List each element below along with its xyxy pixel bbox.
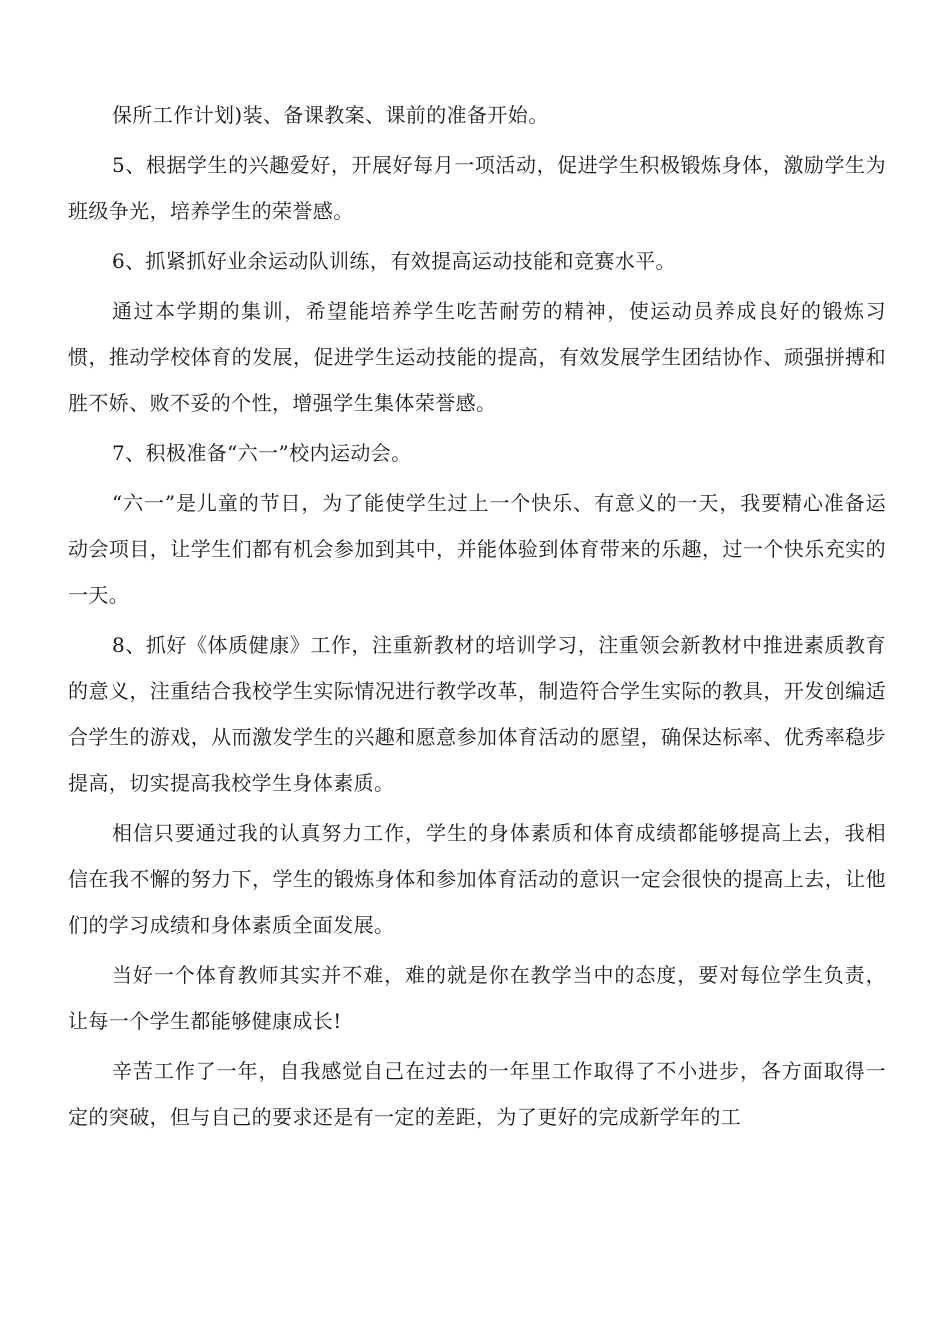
paragraph-10: 辛苦工作了一年，自我感觉自己在过去的一年里工作取得了不小进步，各方面取得一定的突破，但与自己的要求还是有一定的差距，为了更好的完成新学年的工 <box>68 1059 886 1129</box>
paragraph-1: 保所工作计划)装、备课教案、课前的准备开始。 <box>112 103 549 127</box>
paragraph-9: 当好一个体育教师其实并不难，难的就是你在教学当中的态度，要对每位学生负责，让每一个学生都能够健康成长! <box>68 963 886 1033</box>
body-text <box>68 92 886 1140</box>
paragraph-2: 5、根据学生的兴趣爱好，开展好每月一项活动，促进学生积极锻炼身体，激励学生为班级争光，培养学生的荣誉感。 <box>68 153 886 223</box>
paragraph-8: 相信只要通过我的认真努力工作，学生的身体素质和体育成绩都能够提高上去，我相信在我不懈的努力下，学生的锻炼身体和参加体育活动的意识一定会很快的提高上去，让他们的学习成绩和身体素质全面发展。 <box>68 821 886 937</box>
paragraph-6: “六一”是儿童的节日，为了能使学生过上一个快乐、有意义的一天，我要精心准备运动会项目，让学生们都有机会参加到其中，并能体验到体育带来的乐趣，过一个快乐充实的一天。 <box>68 491 886 607</box>
paragraph-4: 通过本学期的集训，希望能培养学生吃苦耐劳的精神，使运动员养成良好的锻炼习惯，推动学校体育的发展，促进学生运动技能的提高，有效发展学生团结协作、顽强拼搏和胜不娇、败不妥的个性，增强学生集体荣誉感。 <box>68 299 886 415</box>
paragraph-5: 7、积极准备“六一”校内运动会。 <box>112 441 412 465</box>
paragraph-3: 6、抓紧抓好业余运动队训练，有效提高运动技能和竞赛水平。 <box>112 249 676 273</box>
paragraph-7: 8、抓好《体质健康》工作，注重新教材的培训学习，注重领会新教材中推进素质教育的意义，注重结合我校学生实际情况进行教学改革，制造符合学生实际的教具，开发创编适合学生的游戏，从而激发学生的兴趣和愿意参加体育活动的愿望，确保达标率、优秀率稳步提高，切实提高我校学生身体素质。 <box>68 633 886 795</box>
